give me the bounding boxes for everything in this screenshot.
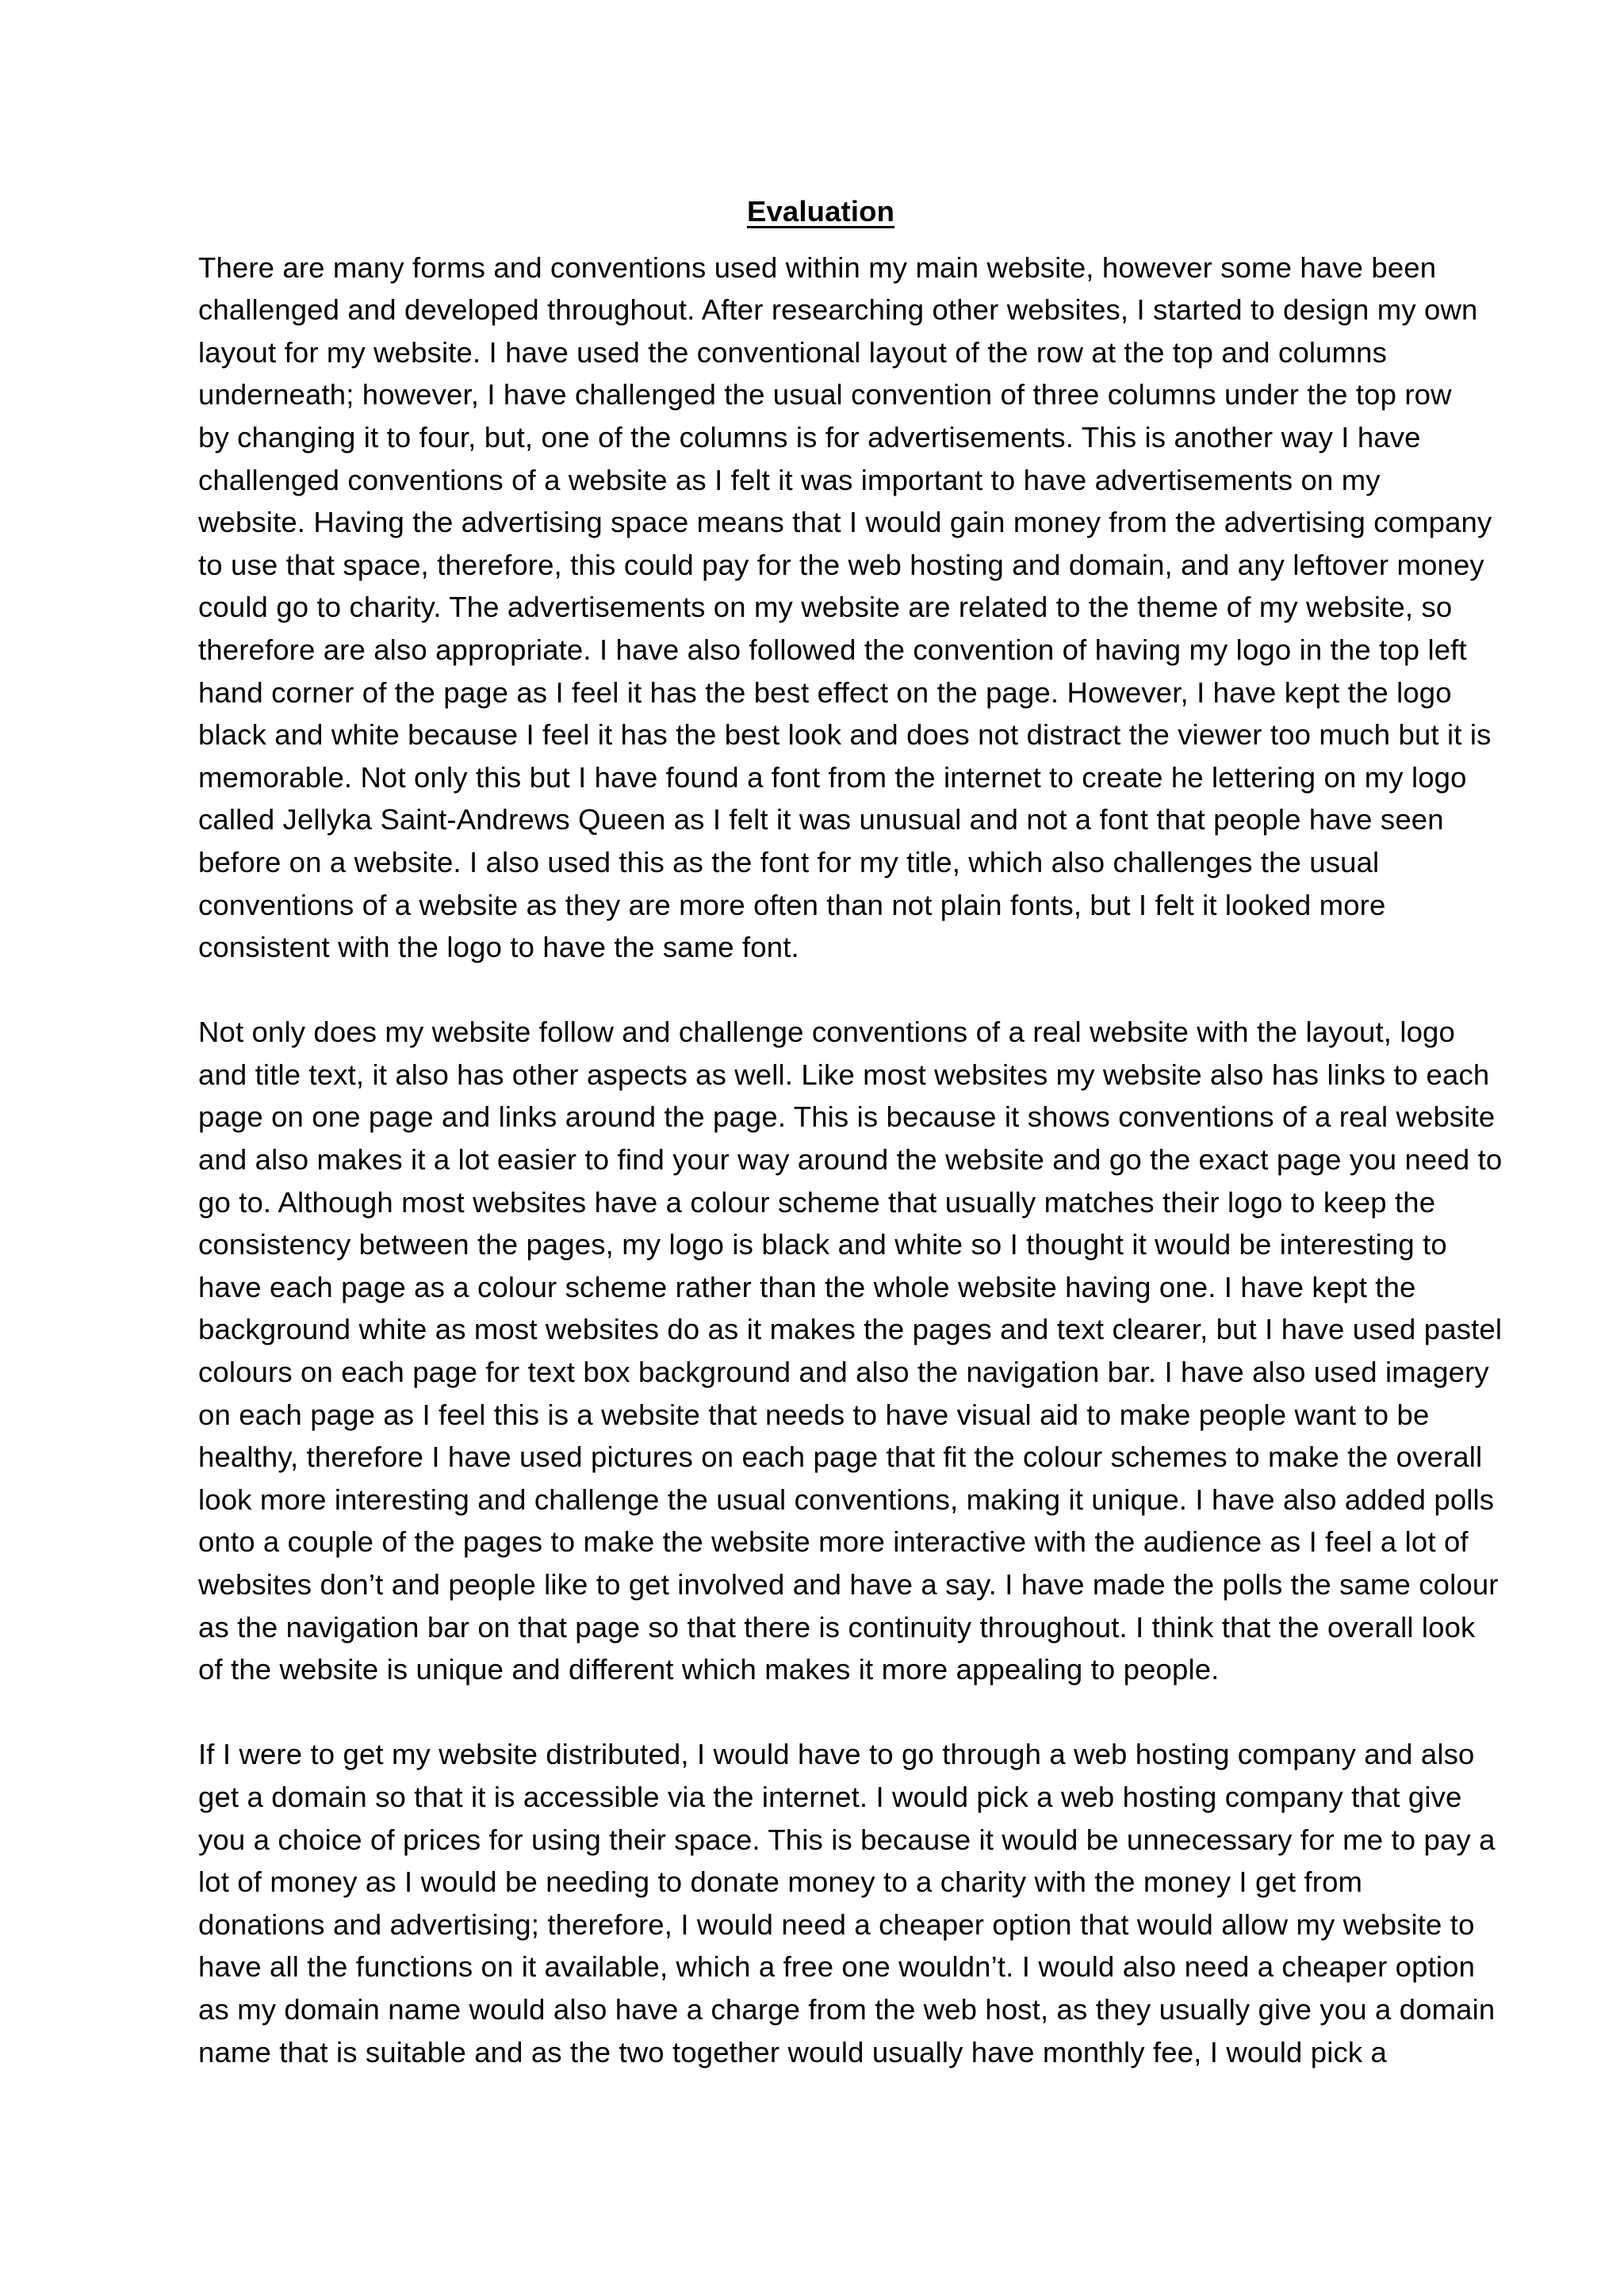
- text-line: to use that space, therefore, this could pay for the web hosting and domain, and any leftover money: [198, 548, 1484, 581]
- text-line: website. Having the advertising space means that I would gain money from the advertising company: [198, 506, 1492, 539]
- text-line: challenged conventions of a website as I felt it was important to have advertisements on my: [198, 463, 1381, 496]
- text-line: healthy, therefore I have used pictures on each page that fit the colour schemes to make the overall: [198, 1441, 1483, 1474]
- paragraph-list: [198, 247, 1503, 2074]
- text-line: colours on each page for text box background and also the navigation bar. I have also used imagery: [198, 1356, 1489, 1389]
- text-line: by changing it to four, but, one of the columns is for advertisements. This is another way I have: [198, 420, 1421, 453]
- text-line: on each page as I feel this is a website that needs to have visual aid to make people want to be: [198, 1398, 1430, 1431]
- text-line: as my domain name would also have a charge from the web host, as they usually give you a domain: [198, 1992, 1496, 2026]
- text-line: black and white because I feel it has the best look and does not distract the viewer too much but it is: [198, 718, 1492, 752]
- text-line: conventions of a website as they are more often than not plain fonts, but I felt it looked more: [198, 888, 1386, 921]
- text-line: layout for my website. I have used the conventional layout of the row at the top and columns: [198, 335, 1388, 369]
- text-line: before on a website. I also used this as the font for my title, which also challenges the usual: [198, 845, 1380, 878]
- text-line: Not only does my website follow and challenge conventions of a real website with the layout, logo: [198, 1016, 1455, 1049]
- page-title: Evaluation: [746, 195, 895, 228]
- text-line: websites don’t and people like to get involved and have a say. I have made the polls the same colour: [198, 1568, 1499, 1601]
- paragraph: [198, 247, 1492, 969]
- text-line: have each page as a colour scheme rather than the whole website having one. I have kept the: [198, 1270, 1416, 1303]
- text-line: background white as most websites do as it makes the pages and text clearer, but I have used pastel: [198, 1313, 1503, 1346]
- text-line: look more interesting and challenge the usual conventions, making it unique. I have also added polls: [198, 1483, 1495, 1516]
- text-line: donations and advertising; therefore, I would need a cheaper option that would allow my website to: [198, 1908, 1475, 1941]
- document-body: [198, 190, 1503, 2116]
- text-line: lot of money as I would be needing to donate money to a charity with the money I get from: [198, 1866, 1363, 1899]
- paragraph: [198, 1733, 1496, 2073]
- text-line: therefore are also appropriate. I have also followed the convention of having my logo in the top left: [198, 633, 1467, 666]
- text-line: memorable. Not only this but I have found a font from the internet to create he lettering on my logo: [198, 760, 1467, 794]
- text-line: page on one page and links around the page. This is because it shows conventions of a real website: [198, 1100, 1496, 1134]
- text-line: and also makes it a lot easier to find your way around the website and go the exact page you need to: [198, 1143, 1503, 1177]
- text-line: could go to charity. The advertisements on my website are related to the theme of my website, so: [198, 591, 1453, 624]
- text-line: and title text, it also has other aspects as well. Like most websites my website also has links to each: [198, 1058, 1490, 1091]
- text-line: underneath; however, I have challenged the usual convention of three columns under the top row: [198, 378, 1452, 411]
- text-line: get a domain so that it is accessible via the internet. I would pick a web hosting company that give: [198, 1780, 1462, 1813]
- text-line: name that is suitable and as the two together would usually have monthly fee, I would pick a: [198, 2035, 1388, 2068]
- text-line: as the navigation bar on that page so that there is continuity throughout. I think that the overall look: [198, 1610, 1476, 1644]
- text-line: challenged and developed throughout. After researching other websites, I started to design my own: [198, 293, 1478, 327]
- text-line: go to. Although most websites have a colour scheme that usually matches their logo to keep the: [198, 1185, 1436, 1219]
- text-line: consistent with the logo to have the same font.: [198, 931, 799, 964]
- text-line: you a choice of prices for using their space. This is because it would be unnecessary for me to pay a: [198, 1823, 1496, 1856]
- text-line: hand corner of the page as I feel it has the best effect on the page. However, I have kept the logo: [198, 675, 1452, 709]
- text-line: have all the functions on it available, which a free one wouldn’t. I would also need a cheaper option: [198, 1950, 1476, 1984]
- text-line: onto a couple of the pages to make the website more interactive with the audience as I feel a lot of: [198, 1525, 1469, 1559]
- text-line: If I were to get my website distributed, I would have to go through a web hosting company and also: [198, 1738, 1475, 1771]
- text-line: called Jellyka Saint-Andrews Queen as I felt it was unusual and not a font that people have seen: [198, 803, 1444, 836]
- paragraph: [198, 1011, 1503, 1691]
- text-line: There are many forms and conventions used within my main website, however some have been: [198, 251, 1437, 284]
- text-line: of the website is unique and different which makes it more appealing to people.: [198, 1653, 1220, 1686]
- text-line: consistency between the pages, my logo is black and white so I thought it would be interesting to: [198, 1228, 1447, 1261]
